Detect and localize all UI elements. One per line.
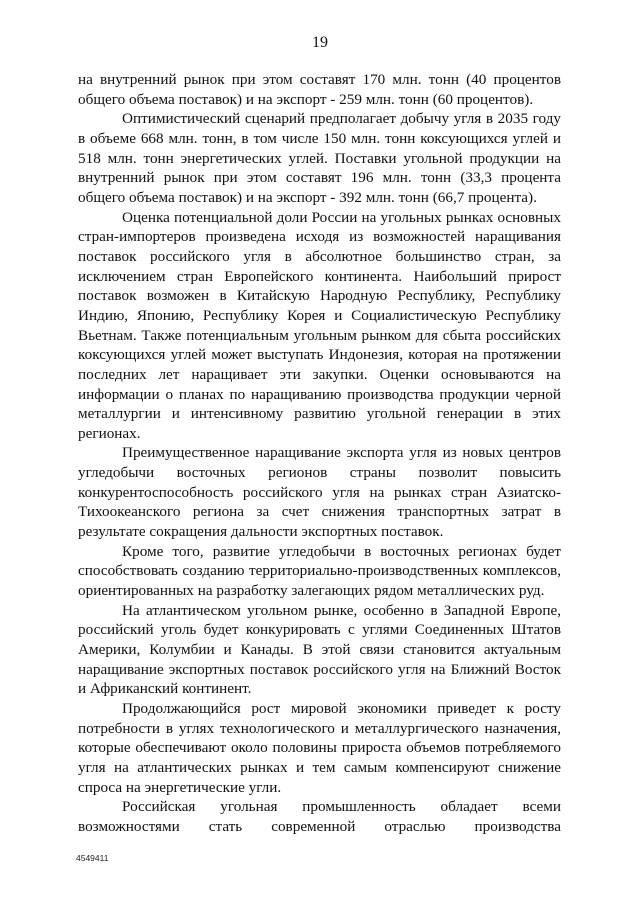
document-code: 4549411 <box>76 853 109 863</box>
paragraph-eastern-development: Кроме того, развитие угледобычи в восточных регионах будет способствовать созданию территориально-производственных комплексов, ориентированных на разработку залегающих рядом металлических руд. <box>78 542 561 600</box>
document-body <box>78 70 561 837</box>
paragraph-atlantic-market: На атлантическом угольном рынке, особенно в Западной Европе, российский уголь будет конкурировать с углями Соединенных Штатов Америки, Колумбии и Канады. В этой связи становится актуальным наращивание экспортных поставок российского угля на Ближний Восток и Африканский континент. <box>78 601 561 698</box>
page-number: 19 <box>312 34 328 51</box>
paragraph-market-share-assessment: Оценка потенциальной доли России на угольных рынках основных стран-импортеров произведена исходя из возможностей наращивания поставок российского угля в абсолютное большинство стран, за исключением стран Европейского континента. Наибольший прирост поставок возможен в Китайскую Народную Республику, Республику Индию, Японию, Республику Корея и Социалистическую Республику Вьетнам. Также потенциальным угольным рынком для сбыта российских коксующихся углей может выступать Индонезия, которая на протяжении последних лет наращивает эти закупки. Оценки основываются на информации о планах по наращиванию производства продукции черной металлургии и интенсивному развитию угольной генерации в этих регионах. <box>78 208 561 442</box>
paragraph-optimistic-scenario: Оптимистический сценарий предполагает добычу угля в 2035 году в объеме 668 млн. тонн, в том числе 150 млн. тонн коксующихся углей и 518 млн. тонн энергетических углей. Поставки угольной продукции на внутренний рынок при этом составят 196 млн. тонн (33,3 процента общего объема поставок) и на экспорт - 392 млн. тонн (66,7 процента). <box>78 110 561 206</box>
paragraph-economic-growth: Продолжающийся рост мировой экономики приведет к росту потребности в углях технологического и металлургического назначения, которые обеспечивают около половины прироста объемов потребляемого угля на атлантических рынках и тем самым компенсируют снижение спроса на энергетические угли. <box>78 700 561 796</box>
paragraph-continuation: на внутренний рынок при этом составят 170 млн. тонн (40 процентов общего объема поставок) и на экспорт - 259 млн. тонн (60 процентов). <box>78 71 561 108</box>
paragraph-eastern-export-growth: Преимущественное наращивание экспорта угля из новых центров угледобычи восточных регионов страны позволит повысить конкурентоспособность российского угля на рынках стран Азиатско-Тихоокеанского региона за счет снижения транспортных затрат в результате сокращения дальности экспортных поставок. <box>78 444 561 541</box>
paragraph-industry-capabilities: Российская угольная промышленность обладает всеми возможностями стать современной отраслью производства <box>78 798 561 835</box>
